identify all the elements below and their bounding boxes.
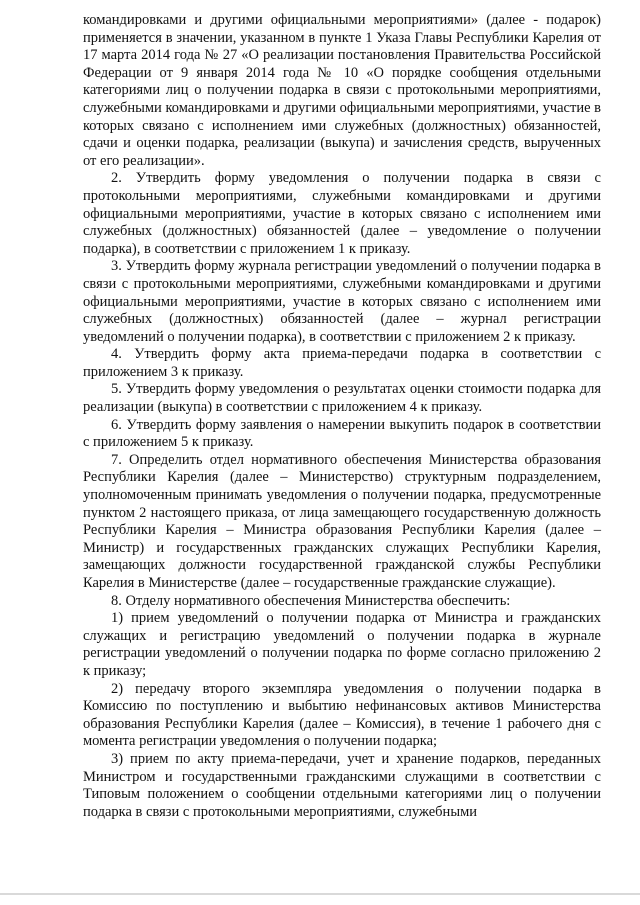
- document-body: [83, 12, 601, 821]
- paragraph-2: 2. Утвердить форму уведомления о получении подарка в связи с протокольными мероприятиями, служебными командировками и другими официальными мероприятиями, участие в которых связано с исполнением ими служебных (должностных) обязанностей (далее – уведомление о получении подарка), в соответствии с приложением 1 к приказу.: [83, 170, 601, 257]
- paragraph-8-item-3: 3) прием по акту приема-передачи, учет и хранение подарков, переданных Министром и государственными гражданскими служащими в соответствии с Типовым положением о сообщении отдельными категориями лиц о получении подарка в связи с протокольными мероприятиями, служебными: [83, 750, 601, 820]
- paragraph-6: 6. Утвердить форму заявления о намерении выкупить подарок в соответствии с приложением 5 к приказу.: [83, 416, 601, 451]
- paragraph-4: 4. Утвердить форму акта приема-передачи подарка в соответствии с приложением 3 к приказу.: [83, 346, 601, 380]
- scan-bottom-edge: [0, 893, 640, 895]
- paragraph-8: 8. Отделу нормативного обеспечения Министерства обеспечить:: [111, 592, 511, 609]
- paragraph-8-item-2: 2) передачу второго экземпляра уведомления о получении подарка в Комиссию по поступлению и выбытию нефинансовых активов Министерства образования Республики Карелия (далее – Комиссия), в течение 1 рабочего дня с момента регистрации уведомления о получении подарка;: [83, 680, 601, 750]
- paragraph-5: 5. Утвердить форму уведомления о результатах оценки стоимости подарка для реализации (выкупа) в соответствии с приложением 4 к приказу.: [83, 381, 601, 416]
- paragraph-7: 7. Определить отдел нормативного обеспечения Министерства образования Республики Карелия (далее – Министерство) структурным подразделением, уполномоченным принимать уведомления о получении подарка, предусмотренные пунктом 2 настоящего приказа, от лица замещающего государственную должность Республики Карелия – Министра образования Республики Карелия (далее – Министр) и государственных гражданских служащих Республики Карелия, замещающих должности государственной гражданской службы Республики Карелия в Министерстве (далее – государственные гражданские служащие).: [83, 451, 601, 591]
- paragraph-8-item-1: 1) прием уведомлений о получении подарка от Министра и гражданских служащих и регистрацию уведомлений о получении подарка в журнале регистрации уведомлений о получении подарка по форме согласно приложению 2 к приказу;: [83, 610, 601, 679]
- paragraph-1-continuation: командировками и другими официальными мероприятиями» (далее - подарок) применяется в значении, указанном в пункте 1 Указа Главы Республики Карелия от 17 марта 2014 года № 27 «О реализации постановления Правительства Российской Федерации от 9 января 2014 года № 10 «О порядке сообщения отдельными категориями лиц о получении подарка в связи с протокольными мероприятиями, служебными командировками и другими официальными мероприятиями, участие в которых связано с исполнением ими служебных (должностных) обязанностей, сдачи и оценки подарка, реализации (выкупа) и зачисления средств, вырученных от его реализации».: [83, 12, 601, 169]
- paragraph-3: 3. Утвердить форму журнала регистрации уведомлений о получении подарка в связи с протокольными мероприятиями, служебными командировками и другими официальными мероприятиями, участие в которых связано с исполнением ими служебных (должностных) обязанностей (далее – журнал регистрации уведомлений о получении подарка), в соответствии с приложением 2 к приказу.: [83, 258, 601, 345]
